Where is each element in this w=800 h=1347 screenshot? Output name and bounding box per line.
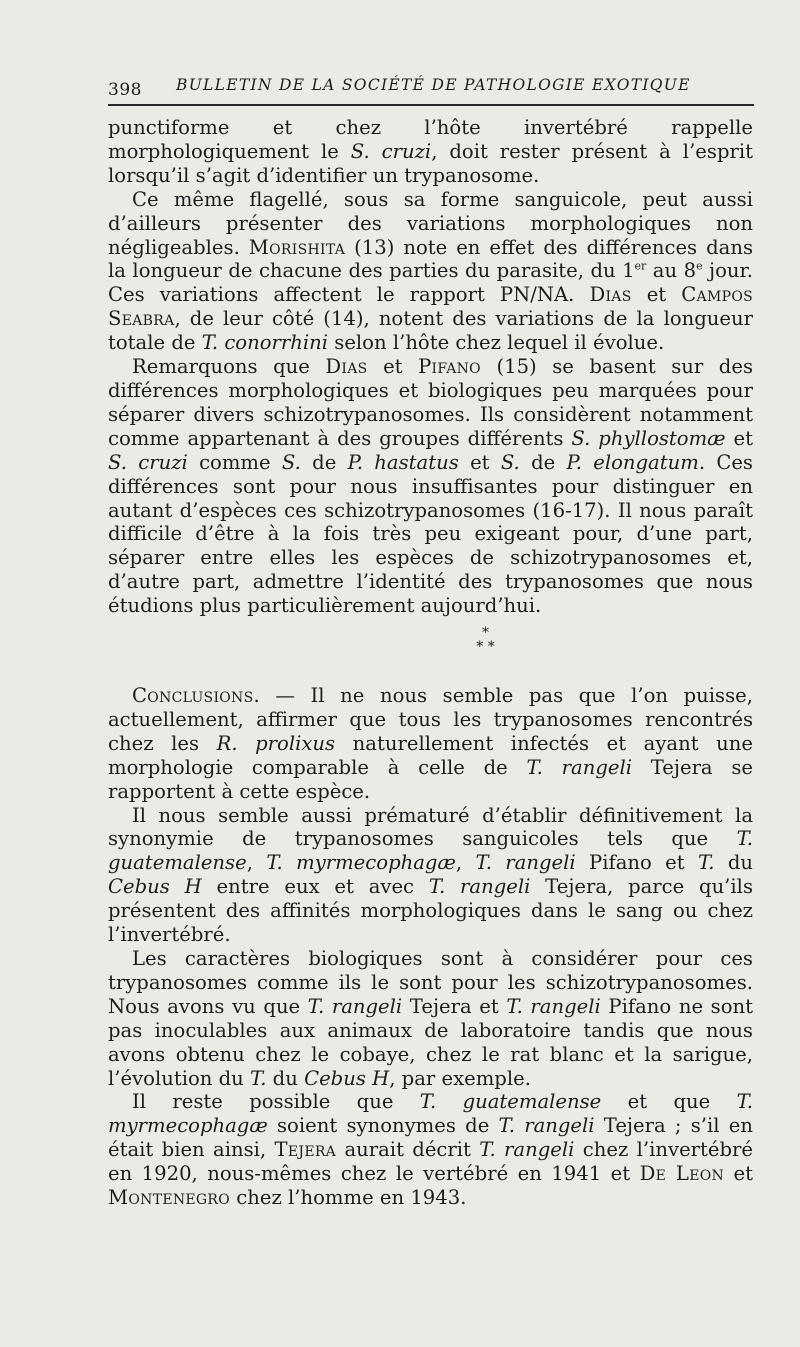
species-name: Cebus H — [108, 875, 202, 899]
running-title: BULLETIN DE LA SOCIÉTÉ DE PATHOLOGIE EXOTIQUE — [176, 76, 691, 94]
paragraph-7: Il reste possible que T. guatemalense et que T. myrmecophagæ soient synonymes de T. rangeli Tejera ; s’il en était bien ainsi, Tejera aurait décrit T. rangeli chez l’invertébré en 1920, nous-mêmes chez le vertébré en 1941 et De Leon et Montenegro chez l’homme en 1943. — [108, 1090, 754, 1210]
species-name: T. rangeli — [506, 994, 601, 1018]
author-name: Tejera — [274, 1138, 337, 1162]
article-body — [108, 116, 753, 1210]
species-name: T. myrmecophagæ — [108, 1090, 753, 1138]
species-name: T. rangeli — [479, 1138, 575, 1162]
author-name: De Leon — [639, 1162, 725, 1186]
paragraph-5: Il nous semble aussi prématuré d’établir définitivement la synonymie de trypanosomes sanguicoles tels que T. guatemalense, T. myrmecophagæ, T. rangeli Pifano et T. du Cebus H entre eux et avec T. rangeli Tejera, parce qu’ils présentent des affinités morphologiques dans le sang ou chez l’invertébré. — [108, 803, 754, 947]
species-name: T. rangeli — [307, 994, 403, 1018]
paragraph-1: punctiforme et chez l’hôte invertébré rappelle morphologiquement le S. cruzi, doit rester présent à l’esprit lorsqu’il s’agit d’identifier un trypanosome. — [108, 116, 753, 187]
separator-stars-bottom: * * — [476, 639, 495, 656]
species-name: P. hastatus — [347, 450, 459, 474]
species-name: S. phyllostomæ — [571, 426, 726, 450]
species-name: T. — [250, 1066, 267, 1090]
paragraph-3: Remarquons que Dias et Pifano (15) se basent sur des différences morphologiques et biologiques peu marquées pour séparer divers schizotrypanosomes. Ils considèrent notamment comme appartenant à des groupes différents S. phyllostomæ et S. cruzi comme S. de P. hastatus et S. de P. elongatum. Ces différences sont pour nous insuffisantes pour distinguer en autant d’espèces ces schizotrypanosomes (16-17). Il nous paraît difficile d’être à la fois très peu exigeant pour, d’une part, séparer entre elles les espèces de schizotrypanosomes et, d’autre part, admettre l’identité des trypanosomes que nous étudions plus particulièrement aujourd’hui. — [108, 355, 753, 618]
species-name: T. rangeli — [475, 851, 576, 875]
author-name: Montenegro — [108, 1186, 231, 1210]
species-name: S. cruzi — [108, 450, 188, 474]
paragraph-2: Ce même flagellé, sous sa forme sanguicole, peut aussi d’ailleurs présenter des variations morphologiques non négligeables. Morishita (13) note en effet des différences dans la longueur de chacune des parties du parasite, du 1er au 8e jour. Ces variations affectent le rapport PN/NA. Dias et Campos Seabra, de leur côté (14), notent des variations de la longueur totale de T. conorrhini selon l’hôte chez lequel il évolue. — [108, 187, 753, 355]
paragraph-6: Les caractères biologiques sont à considérer pour ces trypanosomes comme ils le sont pour les schizotrypanosomes. Nous avons vu que T. rangeli Tejera et T. rangeli Pifano ne sont pas inoculables aux animaux de laboratoire tandis que nous avons obtenu chez le cobaye, chez le rat blanc et la sarigue, l’évolution du T. du Cebus H, par exemple. — [108, 947, 754, 1090]
author-name: Morishita — [248, 235, 346, 259]
species-name: S. cruzi — [350, 139, 432, 163]
author-name: Campos Seabra — [108, 283, 753, 331]
header-rule — [108, 104, 754, 106]
species-name: T. guatemalense — [419, 1090, 602, 1114]
section-separator — [108, 626, 753, 654]
paragraph-conclusions: Conclusions. — Il ne nous semble pas que l’on puisse, actuellement, affirmer que tous les trypanosomes rencontrés chez les R. prolixus naturellement infectés et ayant une morphologie comparable à celle de T. rangeli Tejera se rapportent à cette espèce. — [108, 684, 754, 803]
species-name: T. — [698, 851, 715, 875]
species-name: Cebus H — [304, 1066, 390, 1090]
author-name: Dias — [325, 355, 368, 379]
species-name: T. rangeli — [428, 875, 531, 899]
section-gap — [108, 654, 753, 684]
page-number: 398 — [108, 80, 142, 100]
species-name: T. guatemalense — [108, 827, 753, 875]
species-name: T. conorrhini — [201, 331, 329, 355]
author-name: Dias — [589, 283, 632, 307]
separator-star-top: * — [482, 625, 489, 642]
species-name: T. rangeli — [526, 755, 632, 779]
species-name: S. — [500, 450, 520, 474]
page-header — [108, 74, 754, 104]
author-name: Pifano — [418, 355, 481, 379]
species-name: T. rangeli — [498, 1114, 595, 1138]
species-name: S. — [281, 450, 301, 474]
species-name: P. elongatum — [566, 450, 699, 474]
section-heading: Conclusions — [132, 684, 254, 708]
species-name: R. prolixus — [216, 731, 336, 755]
species-name: T. myrmecophagæ — [266, 851, 456, 875]
